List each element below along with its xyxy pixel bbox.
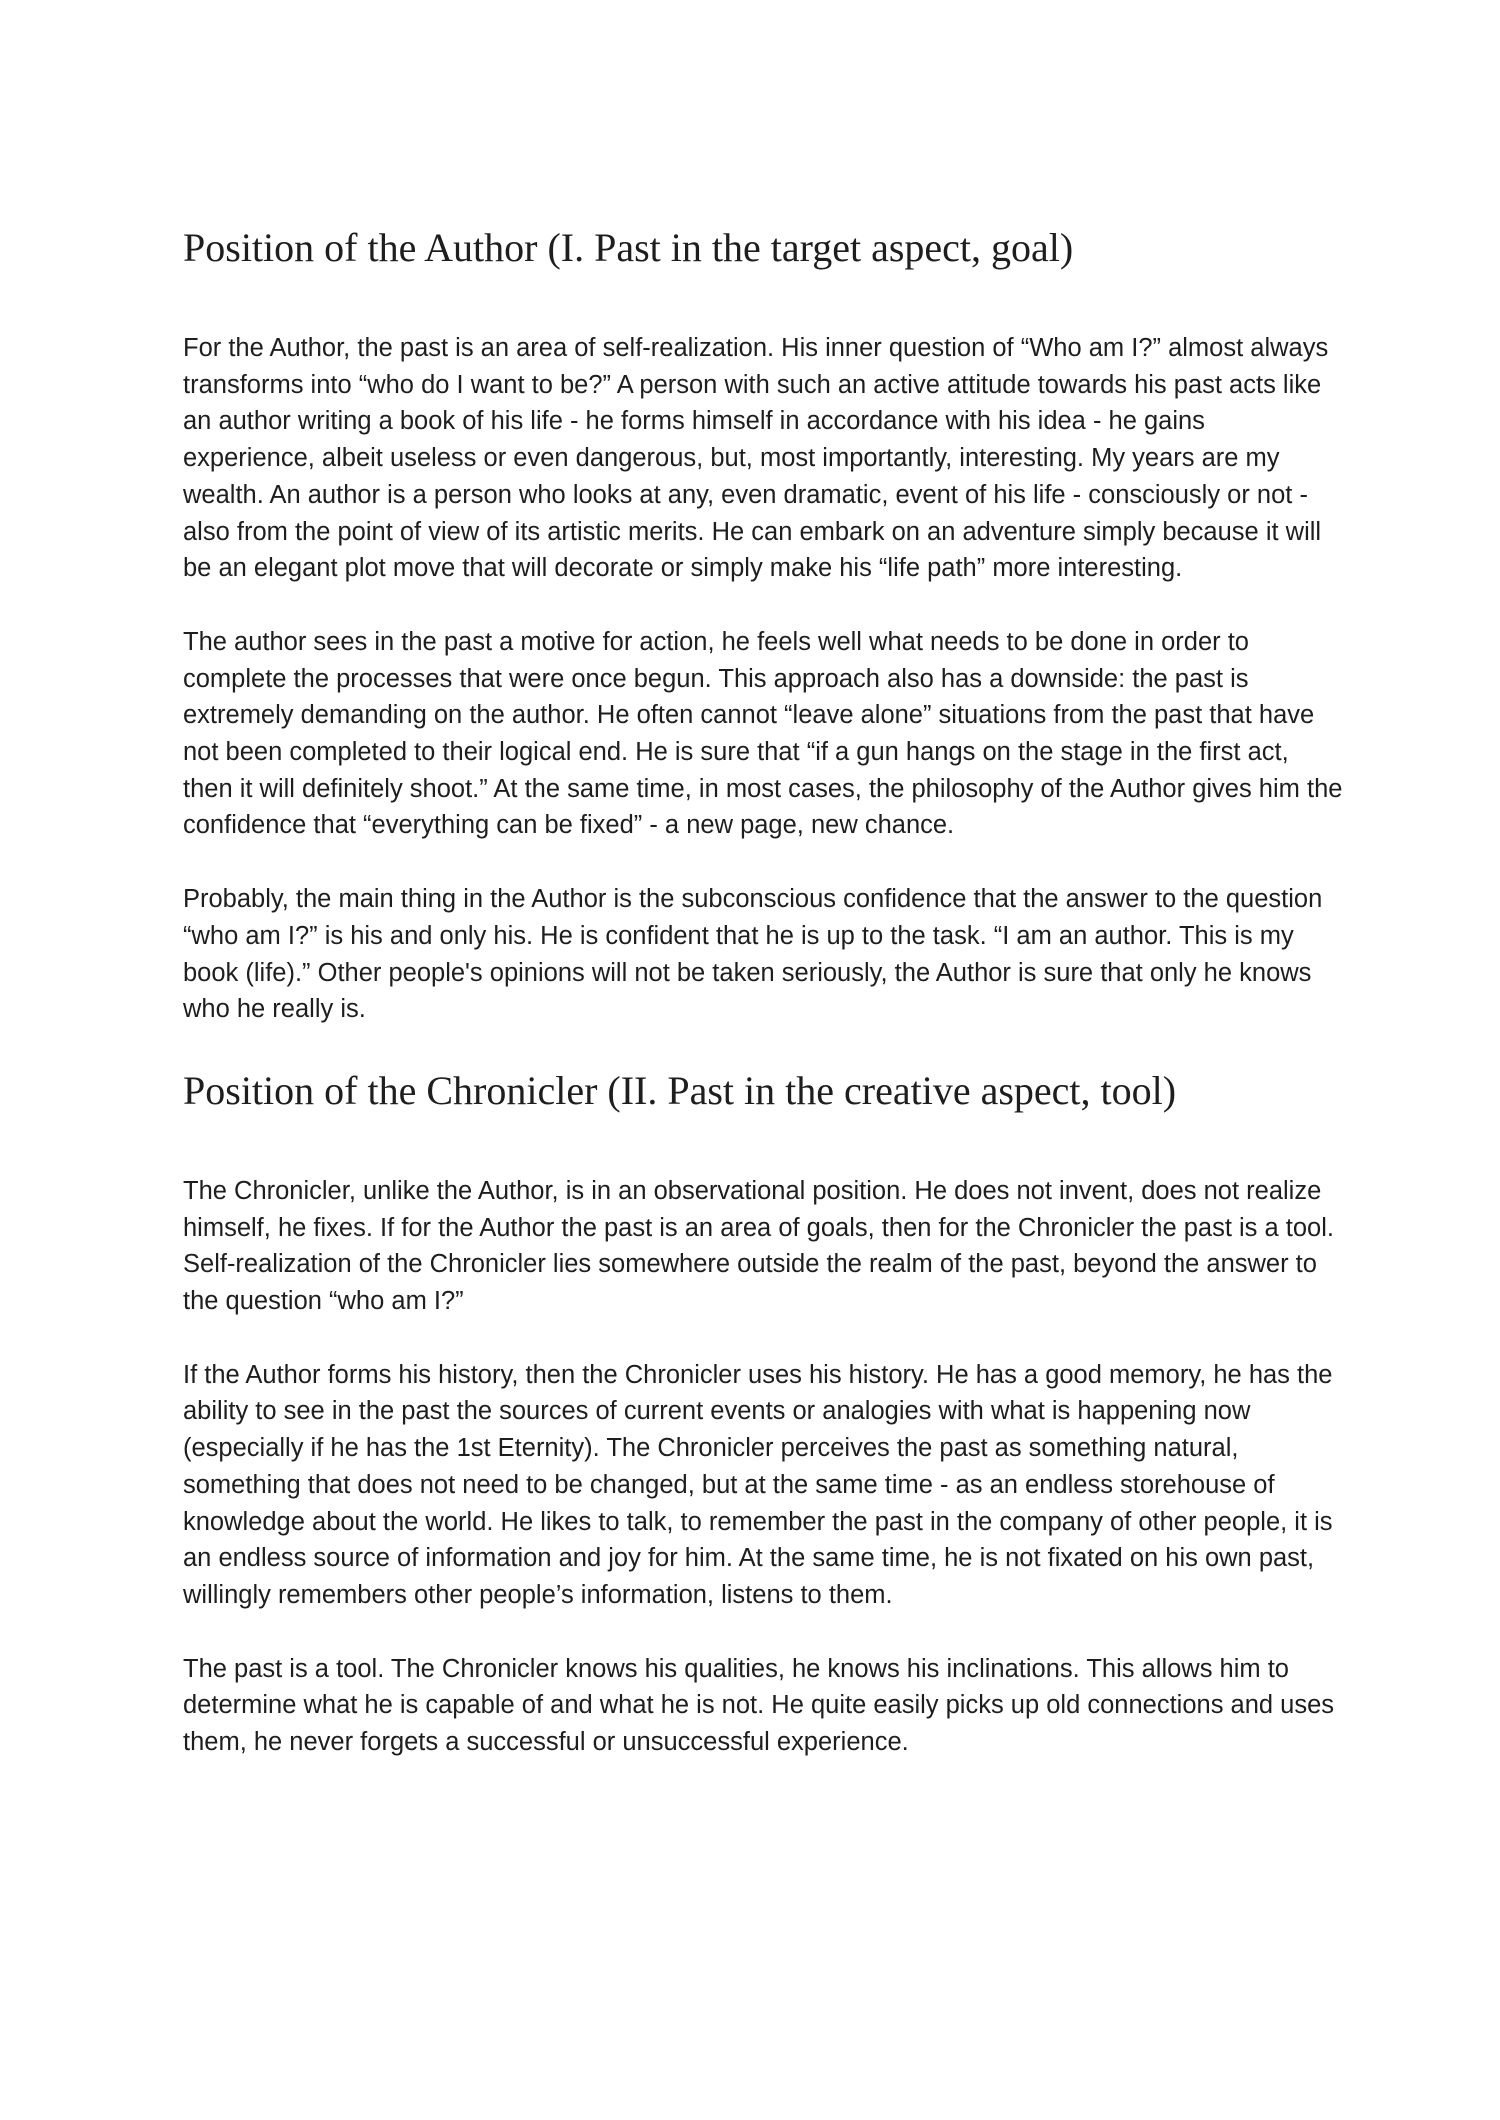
paragraph: The Chronicler, unlike the Author, is in an observational position. He does not invent, does not realize himself, he fixes. If for the Author the past is an area of goals, then for the Chronicler the past is a tool. Self-realization of the Chronicler lies somewhere outside the realm of the past, beyond the answer to the question “who am I?”	[183, 1176, 1334, 1316]
section-chronicler	[183, 1065, 1343, 1761]
document-page	[183, 222, 1343, 1798]
paragraph: If the Author forms his history, then the Chronicler uses his history. He has a good memory, he has the ability to see in the past the sources of current events or analogies with what is happening now (especially if he has the 1st Eternity). The Chronicler perceives the past as something natural, something that does not need to be changed, but at the same time - as an endless storehouse of knowledge about the world. He likes to talk, to remember the past in the company of other people, it is an endless source of information and joy for him. At the same time, he is not fixated on his own past, willingly remembers other people’s information, listens to them.	[183, 1360, 1333, 1609]
section-title: Position of the Chronicler (II. Past in the creative aspect, tool)	[183, 1067, 1177, 1113]
paragraph: For the Author, the past is an area of self-realization. His inner question of “Who am I?” almost always transforms into “who do I want to be?” A person with such an active attitude towards his past acts like an author writing a book of his life - he forms himself in accordance with his idea - he gains experience, albeit useless or even dangerous, but, most importantly, interesting. My years are my wealth. An author is a person who looks at any, even dramatic, event of his life - consciously or not - also from the point of view of its artistic merits. He can embark on an adventure simply because it will be an elegant plot move that will decorate or simply make his “life path” more interesting.	[183, 334, 1329, 583]
paragraph: The past is a tool. The Chronicler knows his qualities, he knows his inclinations. This allows him to determine what he is capable of and what he is not. He quite easily picks up old connections and uses them, he never forgets a successful or unsuccessful experience.	[183, 1654, 1335, 1757]
section-title: Position of the Author (I. Past in the target aspect, goal)	[183, 225, 1074, 270]
section-author	[183, 222, 1343, 1028]
paragraph: Probably, the main thing in the Author is the subconscious confidence that the answer to the question “who am I?” is his and only his. He is confident that he is up to the task. “I am an author. This is my book (life).” Other people's opinions will not be taken seriously, the Author is sure that only he knows who he really is.	[183, 885, 1323, 1024]
paragraph: The author sees in the past a motive for action, he feels well what needs to be done in order to complete the processes that were once begun. This approach also has a downside: the past is extremely demanding on the author. He often cannot “leave alone” situations from the past that have not been completed to their logical end. He is sure that “if a gun hangs on the stage in the first act, then it will definitely shoot.” At the same time, in most cases, the philosophy of the Author gives him the confidence that “everything can be fixed” - a new page, new chance.	[183, 627, 1343, 840]
